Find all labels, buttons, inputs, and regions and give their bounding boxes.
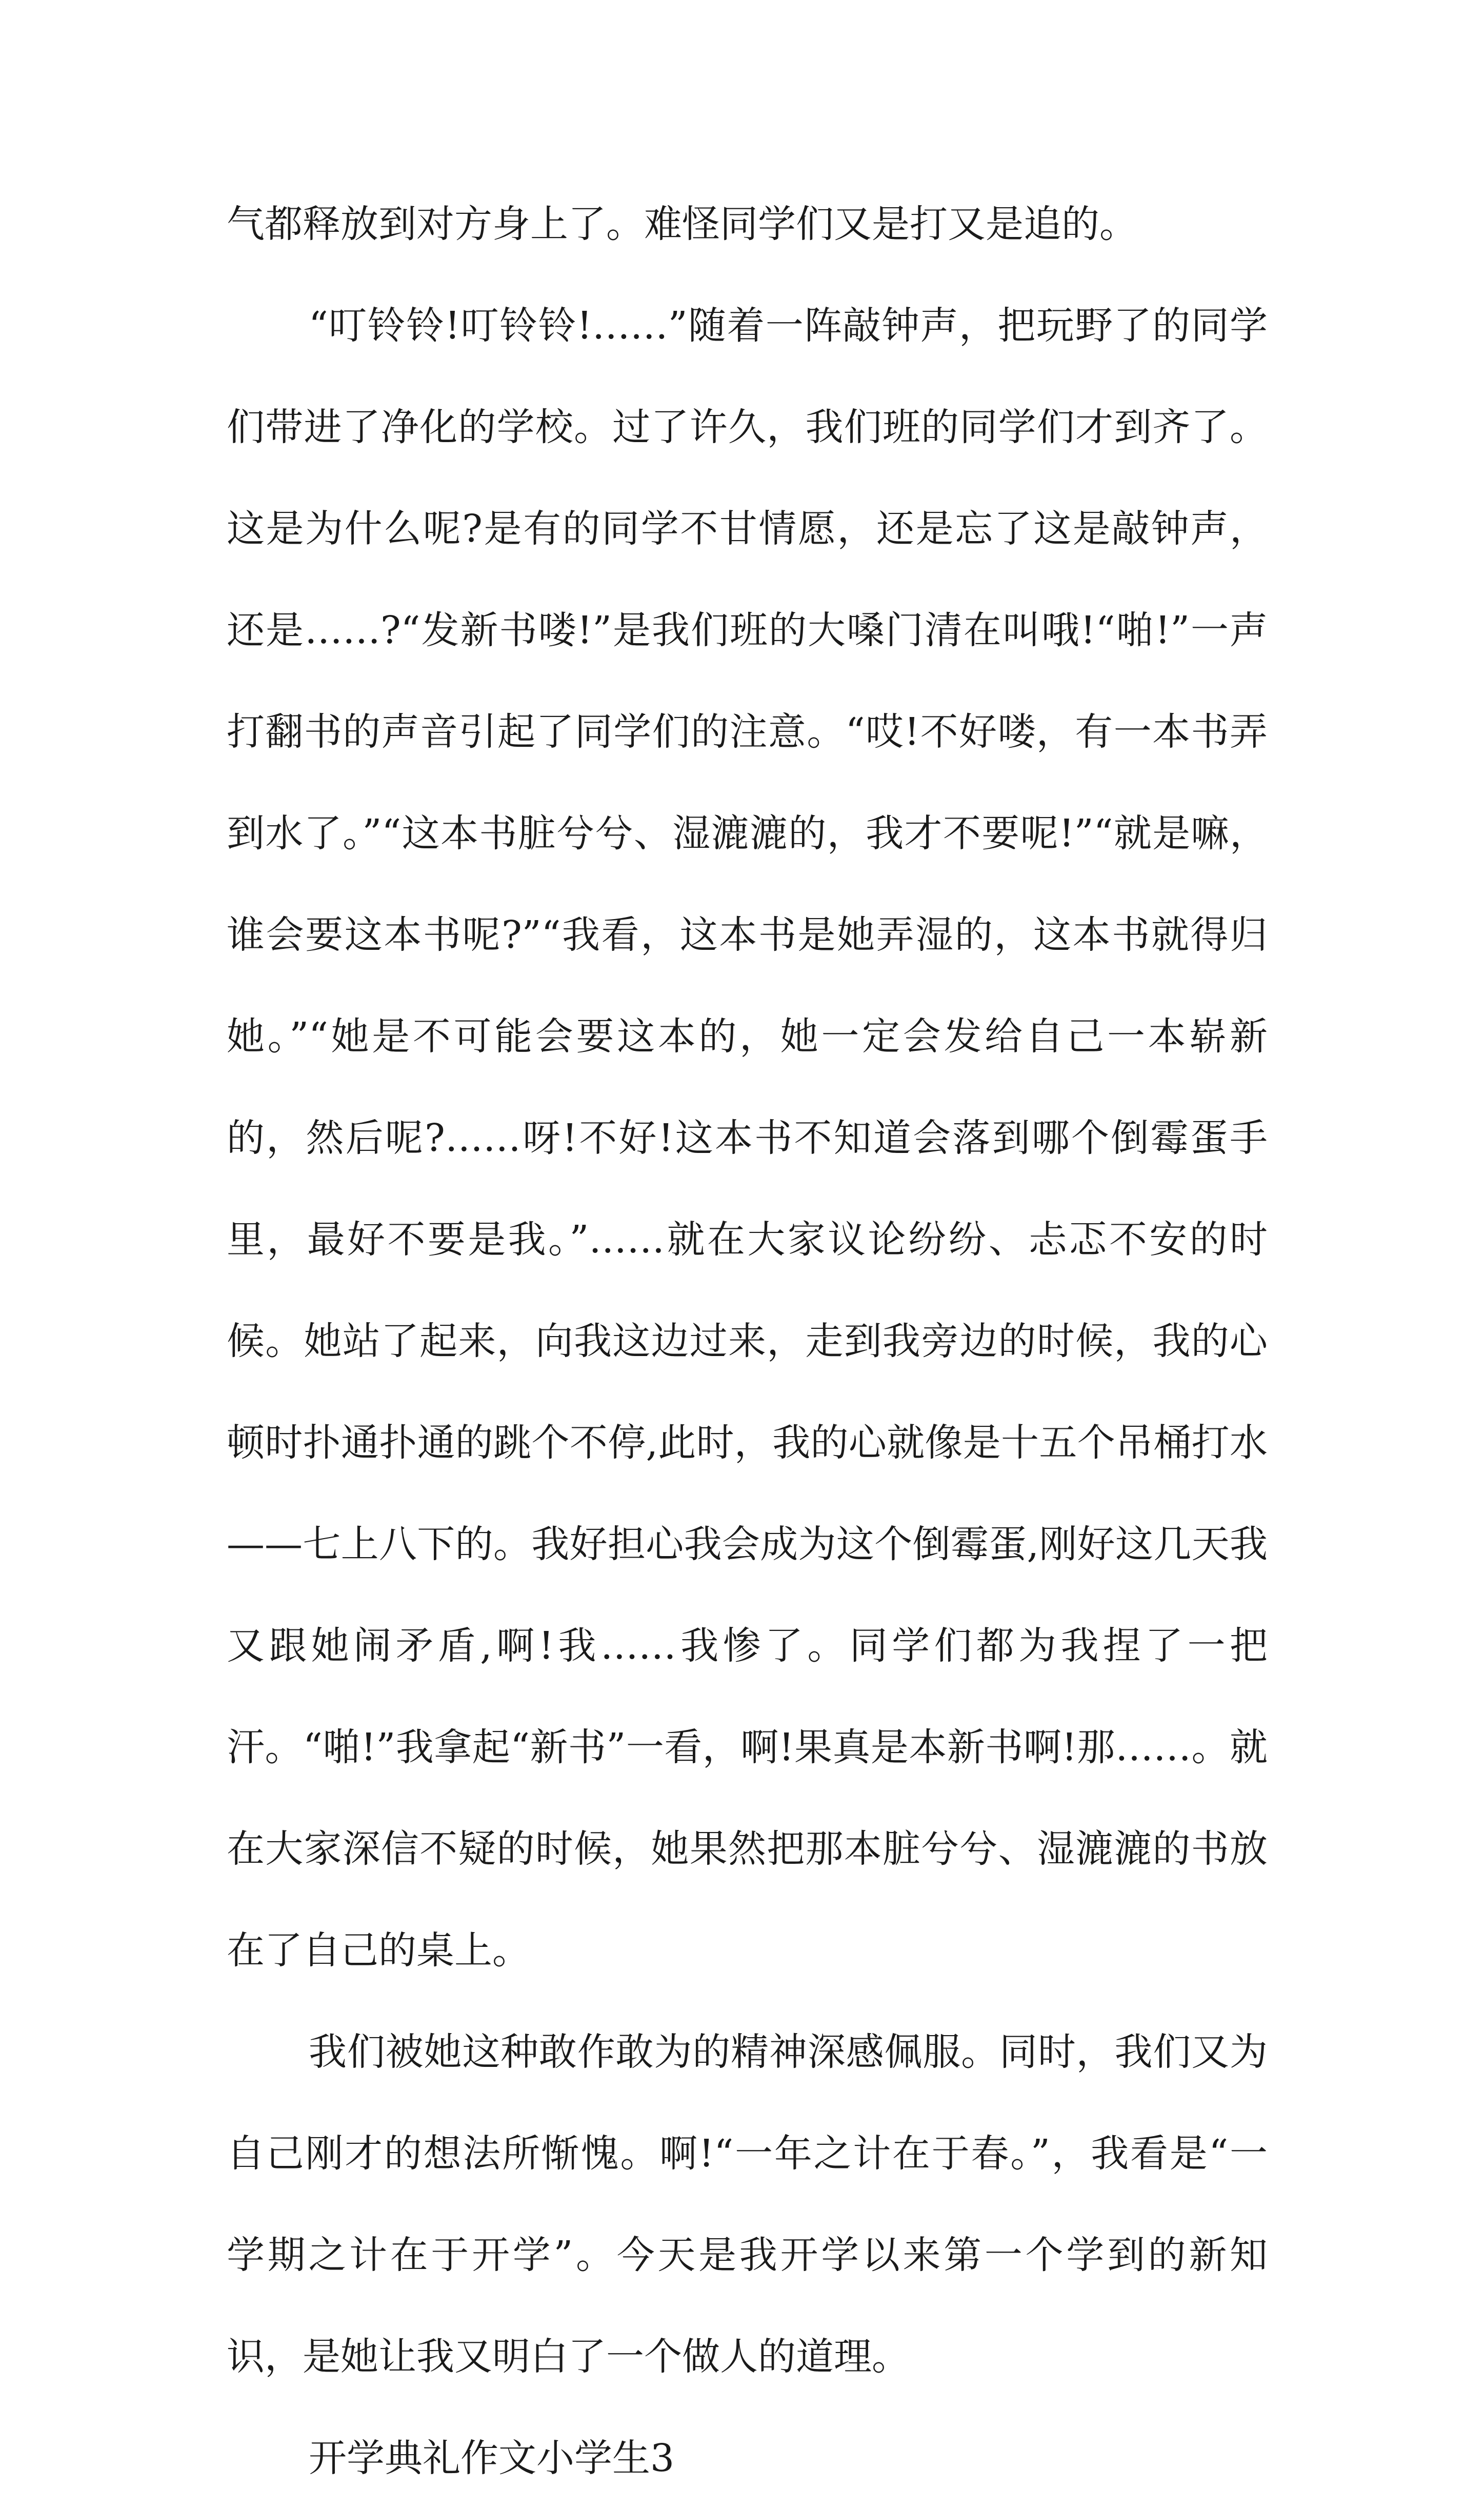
paragraph-1: 气都释放到对方身上了。难怪同学们又是打又是追的。 (227, 202, 1137, 246)
paragraph-3: 我们被她这种敢作敢为的精神深感佩服。同时，我们又为自己刚才的想法所惭愧。啊!“一年之计在于春。”，我看是“一学期之计在于开学”。今天是我开学以来第一个学到的新知识，是她让我又明白了一个做人的道理。 (227, 2030, 1268, 2379)
document-body (227, 173, 1268, 2509)
paragraph-2: “叮铃铃!叮铃铃!……”随着一阵敲钟声，把玩野了的同学们带进了净化的学校。过了许久，我们班的同学们才到齐了。这是为什么呢?是有的同学不甘情愿，还是忘了这是敲钟声，还是……?“发新书喽!”是我们班的大嗓门清在叫哦!“啪!”一声打翻书的声音引起了同学们的注意。“哎!不好喽，有一本书弄到水了。”“这本书脏兮兮、湿漉漉的，我才不要呢!”“就是嘛，谁会要这本书呢?”“我看，这本书是她弄湿的，这本书就得归她。”“她是不可能会要这本的，她一定会发给自己一本崭新的，然后呢?……呀!不好!这本书不知道会落到哪个倒霉蛋手里，最好不要是我。”……就在大家议论纷纷、忐忑不安的时候。她站了起来，向我这边过来，走到我旁边的时候，我的心顿时扑通扑通的跳个不停,此时，我的心就像是十五个吊桶打水——七上八下的。我好担心我会成为这个倒霉蛋,刚好这几天我又跟她闹矛盾,啊!我……我惨了。同学们都为我捏了一把汗。“啪!”我拿起“新书”一看，啊!果真是本新书啊!那……。就在大家深信不疑的时候，她果然把那本脏兮兮、湿漉漉的书放在了自己的桌上。 (227, 304, 1268, 1973)
section-heading: 开学典礼作文小学生3 (309, 2436, 675, 2480)
